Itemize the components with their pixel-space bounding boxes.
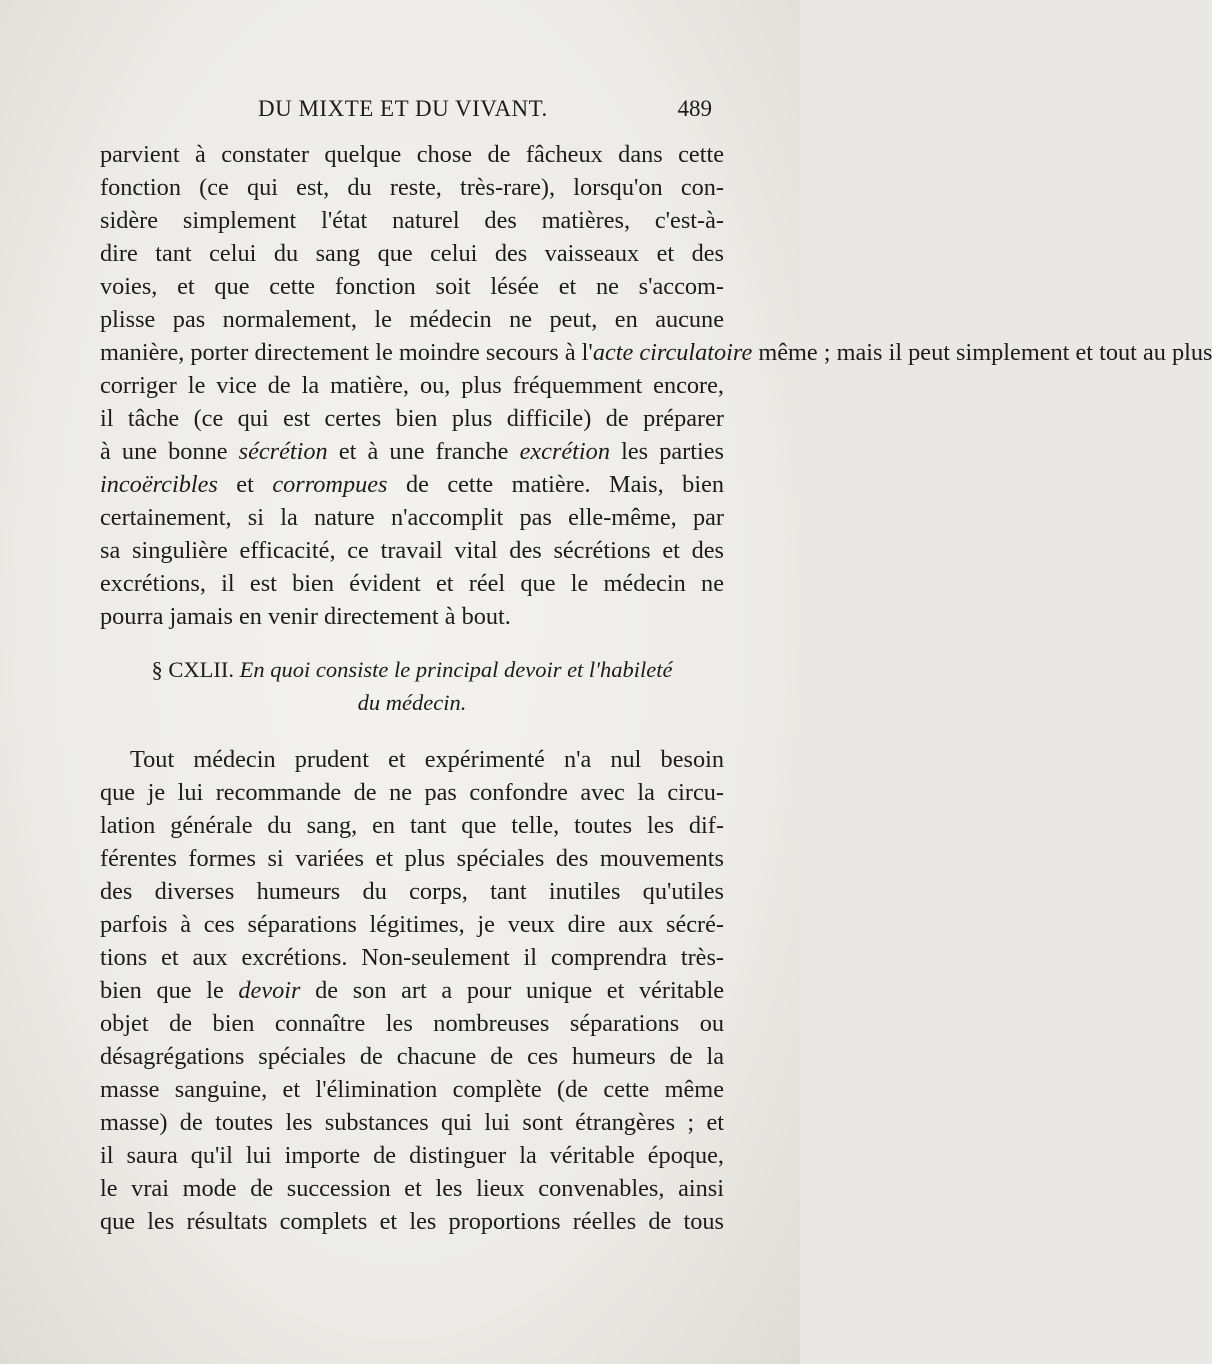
- text-line: férentes formes si variées et plus spéciales des mouvements: [100, 845, 724, 872]
- text-line: masse sanguine, et l'élimination complète (de cette même: [100, 1076, 724, 1103]
- text-fragment: manière, porter directement le moindre secours à l': [100, 339, 593, 366]
- section-title-line-1: [100, 653, 724, 686]
- italic-term: acte circulatoire: [592, 339, 753, 366]
- text-line: fonction (ce qui est, du reste, très-rare), lorsqu'on con-: [100, 174, 724, 201]
- text-line: désagrégations spéciales de chacune de ces humeurs de la: [100, 1043, 724, 1070]
- text-fragment: et à une franche: [327, 438, 520, 465]
- text-line: sa singulière efficacité, ce travail vital des sécrétions et des: [100, 537, 724, 564]
- page-header: [100, 96, 718, 136]
- text-line: [100, 974, 724, 1007]
- text-line: des diverses humeurs du corps, tant inutiles qu'utiles: [100, 878, 724, 905]
- italic-term: sécrétion: [238, 438, 328, 465]
- italic-term: excrétion: [519, 438, 610, 465]
- text-line: le vrai mode de succession et les lieux convenables, ainsi: [100, 1175, 724, 1202]
- text-line: Tout médecin prudent et expérimenté n'a nul besoin: [130, 746, 724, 773]
- text-fragment: bien que le: [100, 977, 239, 1004]
- text-line: dire tant celui du sang que celui des vaisseaux et des: [100, 240, 724, 267]
- text-fragment: de cette matière. Mais, bien: [387, 471, 725, 498]
- text-fragment: même ; mais il peut simplement et tout au plus: [752, 339, 1212, 366]
- text-line: [100, 435, 724, 468]
- text-line: sidère simplement l'état naturel des matières, c'est-à-: [100, 207, 724, 234]
- italic-term: corrompues: [272, 471, 388, 498]
- page-number: 489: [677, 96, 712, 121]
- text-line: pourra jamais en venir directement à bout.: [100, 603, 511, 630]
- paragraph-2: [100, 743, 724, 1238]
- section-heading: [100, 653, 724, 719]
- text-line: lation générale du sang, en tant que telle, toutes les dif-: [100, 812, 724, 839]
- spacer: [100, 719, 724, 743]
- italic-term: incoërcibles: [100, 471, 218, 498]
- paragraph-1: [100, 138, 1212, 633]
- text-line: corriger le vice de la matière, ou, plus fréquemment encore,: [100, 372, 724, 399]
- text-fragment: et: [217, 471, 273, 498]
- text-line: que je lui recommande de ne pas confondre avec la circu-: [100, 779, 724, 806]
- text-line: excrétions, il est bien évident et réel que le médecin ne: [100, 570, 724, 597]
- text-line: [100, 468, 724, 501]
- page-body: [100, 138, 1212, 1238]
- text-line: parvient à constater quelque chose de fâcheux dans cette: [100, 141, 724, 168]
- running-title: DU MIXTE ET DU VIVANT.: [258, 96, 548, 121]
- section-mark: § CXLII.: [151, 657, 234, 682]
- text-fragment: à une bonne: [100, 438, 239, 465]
- text-line: tions et aux excrétions. Non-seulement il comprendra très-: [100, 944, 724, 971]
- text-line: plisse pas normalement, le médecin ne peut, en aucune: [100, 306, 724, 333]
- text-line: objet de bien connaître les nombreuses séparations ou: [100, 1010, 724, 1037]
- text-line: masse) de toutes les substances qui lui sont étrangères ; et: [100, 1109, 724, 1136]
- section-title-line-2: du médecin.: [357, 690, 467, 715]
- text-line: que les résultats complets et les proportions réelles de tous: [100, 1208, 724, 1235]
- text-line: voies, et que cette fonction soit lésée et ne s'accom-: [100, 273, 724, 300]
- text-line: [100, 336, 1212, 369]
- text-line: il tâche (ce qui est certes bien plus difficile) de préparer: [100, 405, 724, 432]
- text-fragment: les parties: [609, 438, 724, 465]
- text-line: certainement, si la nature n'accomplit pas elle-même, par: [100, 504, 724, 531]
- section-title-text: En quoi consiste le principal devoir et l'habileté: [239, 657, 673, 682]
- italic-term: devoir: [238, 977, 301, 1004]
- text-line: parfois à ces séparations légitimes, je veux dire aux sécré-: [100, 911, 724, 938]
- text-line: il saura qu'il lui importe de distinguer la véritable époque,: [100, 1142, 724, 1169]
- text-fragment: de son art a pour unique et véritable: [300, 977, 724, 1004]
